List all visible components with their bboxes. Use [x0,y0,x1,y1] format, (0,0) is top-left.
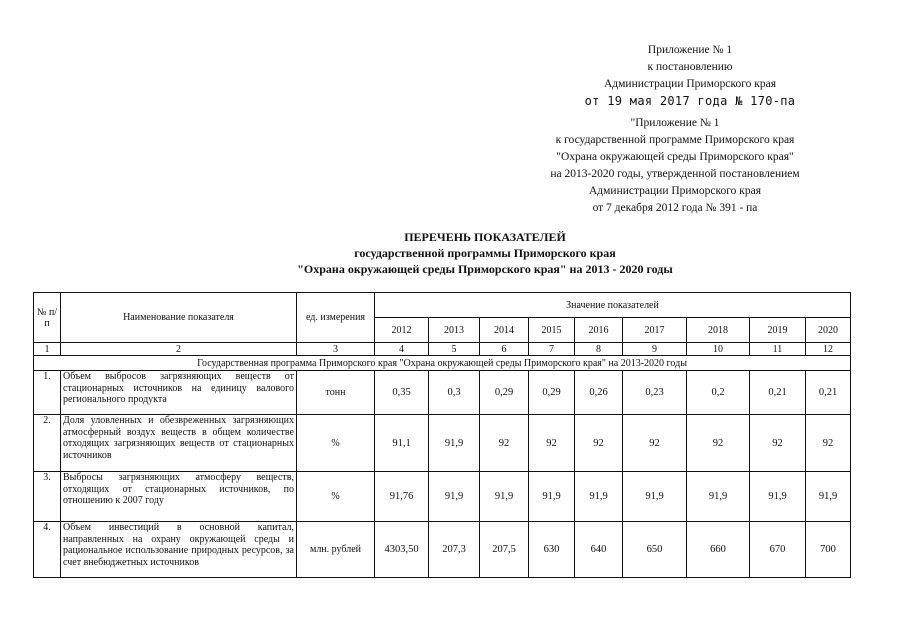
year-cell: 2016 [575,318,623,343]
year-cell: 2012 [375,318,429,343]
value-cell: 0,23 [623,371,687,415]
column-number: 8 [575,343,623,356]
section-row [34,356,851,371]
table-row [34,371,851,415]
title-line: государственной программы Приморского края [354,246,616,260]
year-cell: 2013 [429,318,480,343]
indicator-name: Доля уловленных и обезвреженных загрязняющих атмосферный воздух веществ в общем количестве отходящих загрязняющих веществ от стационарных источников [61,415,297,472]
column-number: 9 [623,343,687,356]
value-cell: 700 [806,522,851,578]
column-number: 3 [297,343,375,356]
appendix-line: к постановлению [647,61,733,73]
indicator-unit: % [297,415,375,472]
year-cell: 2018 [687,318,750,343]
title-line: ПЕРЕЧЕНЬ ПОКАЗАТЕЛЕЙ [404,230,566,244]
column-number: 11 [750,343,806,356]
indicator-unit: % [297,472,375,522]
value-cell: 91,9 [623,472,687,522]
value-cell: 92 [480,415,529,472]
value-cell: 92 [806,415,851,472]
program-appendix-line: Администрации Приморского края [589,185,761,197]
title-line: "Охрана окружающей среды Приморского края" на 2013 - 2020 годы [297,262,673,276]
appendix-line: Администрации Приморского края [604,78,776,90]
value-cell: 630 [529,522,575,578]
value-cell: 207,5 [480,522,529,578]
column-number: 4 [375,343,429,356]
column-number: 10 [687,343,750,356]
indicator-unit: тонн [297,371,375,415]
value-cell: 91,9 [480,472,529,522]
column-numbers-row [34,343,851,356]
value-cell: 0,3 [429,371,480,415]
document-title [170,229,800,277]
value-cell: 0,29 [480,371,529,415]
value-cell: 91,9 [529,472,575,522]
header-indicator-name: Наименование показателя [61,293,297,343]
value-cell: 91,9 [750,472,806,522]
column-number: 5 [429,343,480,356]
row-number: 1. [34,371,61,415]
program-appendix-line: "Приложение № 1 [630,117,720,129]
program-appendix-line: от 7 декабря 2012 года № 391 - па [592,202,758,214]
value-cell: 670 [750,522,806,578]
header-values: Значение показателей [375,293,851,318]
value-cell: 0,21 [806,371,851,415]
table-row [34,472,851,522]
value-cell: 0,21 [750,371,806,415]
column-number: 12 [806,343,851,356]
appendix-date-line: от 19 мая 2017 года № 170-па [584,94,796,108]
value-cell: 92 [750,415,806,472]
table-row [34,415,851,472]
value-cell: 92 [623,415,687,472]
column-number: 6 [480,343,529,356]
row-number: 4. [34,522,61,578]
value-cell: 91,9 [806,472,851,522]
year-cell: 2017 [623,318,687,343]
value-cell: 92 [687,415,750,472]
value-cell: 91,9 [429,472,480,522]
value-cell: 91,9 [429,415,480,472]
indicator-name: Объем выбросов загрязняющих веществ от стационарных источников на единицу валового регионального продукта [61,371,297,415]
year-cell: 2015 [529,318,575,343]
value-cell: 92 [575,415,623,472]
year-cell: 2014 [480,318,529,343]
section-title: Государственная программа Приморского края "Охрана окружающей среды Приморского края" на 2013-2020 годы [34,356,851,371]
column-number: 7 [529,343,575,356]
program-appendix-line: на 2013-2020 годы, утвержденной постановлением [550,168,800,180]
row-number: 3. [34,472,61,522]
program-appendix-line: к государственной программе Приморского края [555,134,795,146]
value-cell: 92 [529,415,575,472]
appendix-header [540,42,840,110]
header-unit: ед. измерения [297,293,375,343]
value-cell: 91,76 [375,472,429,522]
column-number: 2 [61,343,297,356]
indicators-table [33,292,851,578]
value-cell: 0,35 [375,371,429,415]
value-cell: 91,1 [375,415,429,472]
value-cell: 0,26 [575,371,623,415]
value-cell: 0,29 [529,371,575,415]
value-cell: 207,3 [429,522,480,578]
value-cell: 91,9 [575,472,623,522]
value-cell: 660 [687,522,750,578]
appendix-line: Приложение № 1 [647,44,733,56]
year-cell: 2019 [750,318,806,343]
indicator-name: Выбросы загрязняющих атмосферу веществ, отходящих от стационарных источников, по отношению к 2007 году [61,472,297,522]
value-cell: 650 [623,522,687,578]
header-number: № п/п [34,293,61,343]
value-cell: 0,2 [687,371,750,415]
program-appendix-header [510,115,840,217]
indicator-name: Объем инвестиций в основной капитал, направленных на охрану окружающей среды и рациональное использование природных ресурсов, за счет внебюджетных источников [61,522,297,578]
indicator-unit: млн. рублей [297,522,375,578]
row-number: 2. [34,415,61,472]
value-cell: 4303,50 [375,522,429,578]
value-cell: 91,9 [687,472,750,522]
table-row [34,522,851,578]
program-appendix-line: "Охрана окружающей среды Приморского края" [556,151,794,163]
column-number: 1 [34,343,61,356]
year-cell: 2020 [806,318,851,343]
value-cell: 640 [575,522,623,578]
